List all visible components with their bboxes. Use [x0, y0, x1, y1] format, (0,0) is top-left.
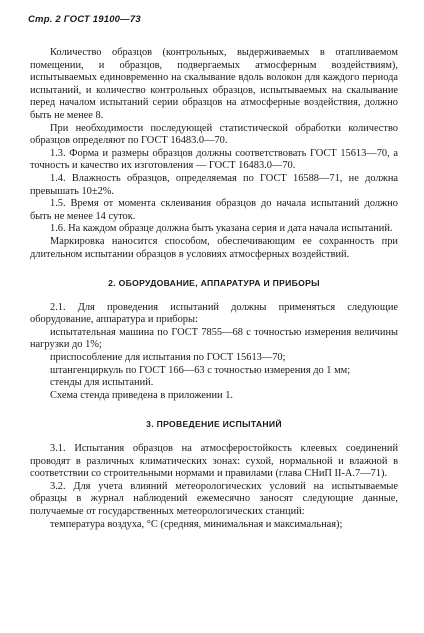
running-header: Стр. 2 ГОСТ 19100—73 — [28, 14, 141, 25]
clause-1-6: 1.6. На каждом образце должна быть указана серия и дата начала испытаний. — [50, 223, 393, 235]
clause-3-1: 3.1. Испытания образцов на атмосферостойкость клеевых соединений проводят в различных климатических зонах: сухой, нормальной и влажной в соответствии со строительными нормами и правилами (глава СНиП II-А.7—71). — [30, 443, 398, 480]
clause-3-2: 3.2. Для учета влияний метеорологических условий на испытываемые образцы в журнал наблюдений ежемесячно заносят следующие данные, получаемые от государственных метеорологических станций: — [30, 480, 398, 517]
clause-2-1: 2.1. Для проведения испытаний должны применяться следующие оборудование, аппаратура и приборы: — [30, 301, 398, 326]
equipment-item: испытательная машина по ГОСТ 7855—68 с точностью измерения величины нагрузки до 1%; — [30, 326, 398, 351]
equipment-item: стенды для испытаний. — [50, 377, 154, 389]
intro-paragraph: При необходимости последующей статистической обработки количество образцов определяют по ГОСТ 16483.0—70. — [30, 122, 398, 147]
equipment-item: штангенциркуль по ГОСТ 166—63 с точностью измерения до 1 мм; — [50, 364, 351, 376]
appendix-reference: Схема стенда приведена в приложении 1. — [50, 389, 233, 401]
intro-paragraph: Количество образцов (контрольных, выдерживаемых в отапливаемом помещении, и образцов, подвергаемых атмосферным воздействиям), испытываемых единовременно на скалывание вдоль волокон для каждого периода испытаний, и количество контрольных образцов, испытываемых на скалывание перед началом испытаний серии образцов на атмосферные воздействия, должно быть не менее 8. — [30, 47, 398, 121]
clause-1-4: 1.4. Влажность образцов, определяемая по ГОСТ 16588—71, не должна превышать 10±2%. — [30, 172, 398, 197]
section-2-title: 2. ОБОРУДОВАНИЕ, АППАРАТУРА И ПРИБОРЫ — [108, 278, 320, 289]
clause-1-5: 1.5. Время от момента склеивания образцов до начала испытаний должно быть не менее 14 суток. — [30, 198, 398, 222]
equipment-item: приспособление для испытания по ГОСТ 15613—70; — [50, 352, 286, 364]
marking-paragraph: Маркировка наносится способом, обеспечивающим ее сохранность при длительном испытании образцов в условиях атмосферных воздействий. — [30, 235, 398, 260]
document-body — [30, 47, 398, 531]
observation-item: температура воздуха, °С (средняя, минимальная и максимальная); — [50, 518, 343, 530]
section-3-title: 3. ПРОВЕДЕНИЕ ИСПЫТАНИЙ — [146, 419, 282, 430]
clause-1-3: 1.3. Форма и размеры образцов должны соответствовать ГОСТ 15613—70, а точность и качество их изготовления — ГОСТ 16483.0—70. — [30, 147, 398, 172]
